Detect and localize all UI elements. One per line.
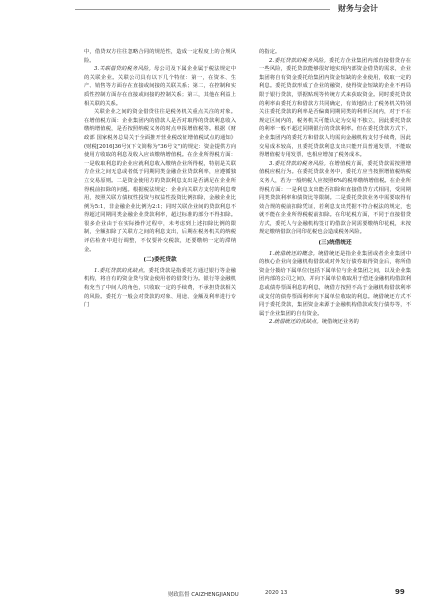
- right-column: [259, 48, 411, 327]
- paragraph-body: 统借统还是指企业集团或者企业集团中的核心企业向金融机构借款或对外发行债券取得资金后，将所借资金分拨给下属单位(包括下属单位与企业集团之间，以及企业集团内部的公司之间)，并向下属单位收取用于偿还金融机构借款利息或债券票面利息的利息，统借方按照不高于金融机构借款利率或支付的债券票面利率向下属单位收取的利息。统借统还方式不同于委托贷款，集团资金来源于金融机构借款或发行债券等，不属于企业集团的自有资金。: [259, 250, 411, 317]
- paragraph-body: 委托贷款是指委托方通过银行等金融机构，将自有的资金贷与资金使用者的借贷行为。银行等金融机构充当了中间人的角色，只收取一定的手续费，不承担贷款相关的风险。委托方一般会对贷款的对象、用途、金额及利率进行专门: [84, 267, 236, 309]
- paragraph: [84, 65, 236, 108]
- subsection-heading: (二)委托贷款: [143, 257, 177, 264]
- paragraph-lead: 3.关联借贷的税务风险。: [94, 66, 155, 73]
- paragraph-body: 委托方企业集团内部直接借贷存在一些风险，委托贷款能够很好地实现内部资金借贷的需求，企业集团将自有资金委托给集团内资金短缺的企业使用，收取一定的利息。委托贷款形成了企业的融资，使得资金短缺的企业不再局限于银行贷款，票据贴现等传统方式来获取资金。同时委托贷款的利率由委托方和借款方共同确定，有效地防止了税务机关特别关注委托贷款的利率是否偏离同期同类的利率区间内，对于不在规定区间内的，税务机关可能认定为交易不独立，因此委托贷款的利率一般不超过同期银行的贷款利率。但在委托贷款方式下，企业集团内的委托方和借款人均需向金融机构支付手续费，因此交易成本较高，且委托贷款利息支出只能开具普通发票，不能取得增值税专用发票，也相应增加了税务成本。: [259, 57, 411, 159]
- paragraph: [259, 318, 411, 327]
- subsection-heading: (三)统借统还: [318, 240, 352, 247]
- left-column: [84, 48, 236, 310]
- paragraph-body: 统借统还业务的: [321, 319, 359, 326]
- paragraph-lead: 1.统借统还的概念。: [269, 250, 319, 257]
- paragraph-lead: 2.委托贷款的税务风险。: [269, 57, 330, 64]
- paragraph: [84, 267, 236, 310]
- paragraph: 中，借贷双方往往忽略合同的规范性，造成一定程度上的合规风险。: [84, 49, 236, 64]
- header-rule: [75, 9, 330, 10]
- page-header: [0, 0, 427, 24]
- paragraph-body: 母公司及下属企业属于税法规定中的关联企业。关联公司具有以下几个特征：第一，在资本、生产、销售等方面存在直接或间接的关联关系；第二，在控制和实质性控制方面存在直接或间接的控制关系；第三，其他在利益上相关联的关系。: [84, 66, 236, 107]
- paragraph-body: 在增值税方面，委托贷款需按照增值税应税行为。在委托贷款业务中，委托方应当按照增值税纳税义务人，若为一般纳税人应按照6%的税率缴纳增值税。在企业所得税方面：一是利息支出能否扣除和直接借贷方式相同，受同期同类贷款利率和债资比等限制。二是委托贷款业务中需要取得有效合规的税前扣除凭证，若利息支出凭据不符合税法的规定，也就不能在企业所得税税前扣除。在印花税方面，不同于直接借贷方式，委托人与金融机构签订的借款合同需要缴纳印花税，未按规定缴纳借款合同印花税也会造成税务风险。: [259, 160, 411, 236]
- section-title: 财务与会计: [338, 4, 378, 13]
- page-footer: [0, 588, 427, 602]
- paragraph: [259, 250, 411, 319]
- paragraph: 的指定。: [259, 49, 281, 55]
- journal-name: 财政监督 CAIZHENGJIANDU: [168, 592, 239, 598]
- paragraph: 关联企业之间的资金借贷往往是税务机关重点关注的对象。在增值税方面：企业集团内的借款人是否对取得的贷款利息收入缴纳增值税，是否按照纳税义务的时点申报增值税等。根据《财政部 国家税务总局关于全面推开营业税改征增值税试点的通知》(财税[2016]36号)(下文简称为"36号文")的规定：资金提供方向使用方收取的利息及收入应该缴纳增值税。在企业所得税方面：一是收取利息的企业应就利息收入缴纳企业所得税，特别是关联方企业之间无息或者低于同期同类金融企业贷款利率，应遵循独立交易原则。二是资金使用方的贷款利息支出是否满足在企业所得税前扣除的问题。根据税法规定：企业向关联方支付的利息费用，按照关联方债权性投资与权益性投资比例扣除，金融企业比例为5:1，非金融企业比例为2:1；同时关联企业间的贷款利息不得超过同期同类金融企业贷款利率，超过标准的部分不得扣除。很多企业由于在实际操作过程中，未考虑到上述扣除比例的限制，全额扣除了关联方之间的利息支出，后期在税务机关的纳税评估检查中进行调整，不仅要补交税款，还要缴纳一定的滞纳金。: [84, 109, 236, 253]
- paragraph-lead: 3.委托贷款的税务风险。: [269, 160, 330, 167]
- paragraph: [259, 57, 411, 160]
- paragraph-lead: 2.统借统还的优缺点。: [269, 319, 322, 326]
- page-number: 99: [395, 588, 405, 596]
- paragraph: [259, 160, 411, 237]
- paragraph-lead: 1.委托贷款的优缺点。: [94, 267, 149, 274]
- issue-number: 2020 13: [265, 590, 288, 596]
